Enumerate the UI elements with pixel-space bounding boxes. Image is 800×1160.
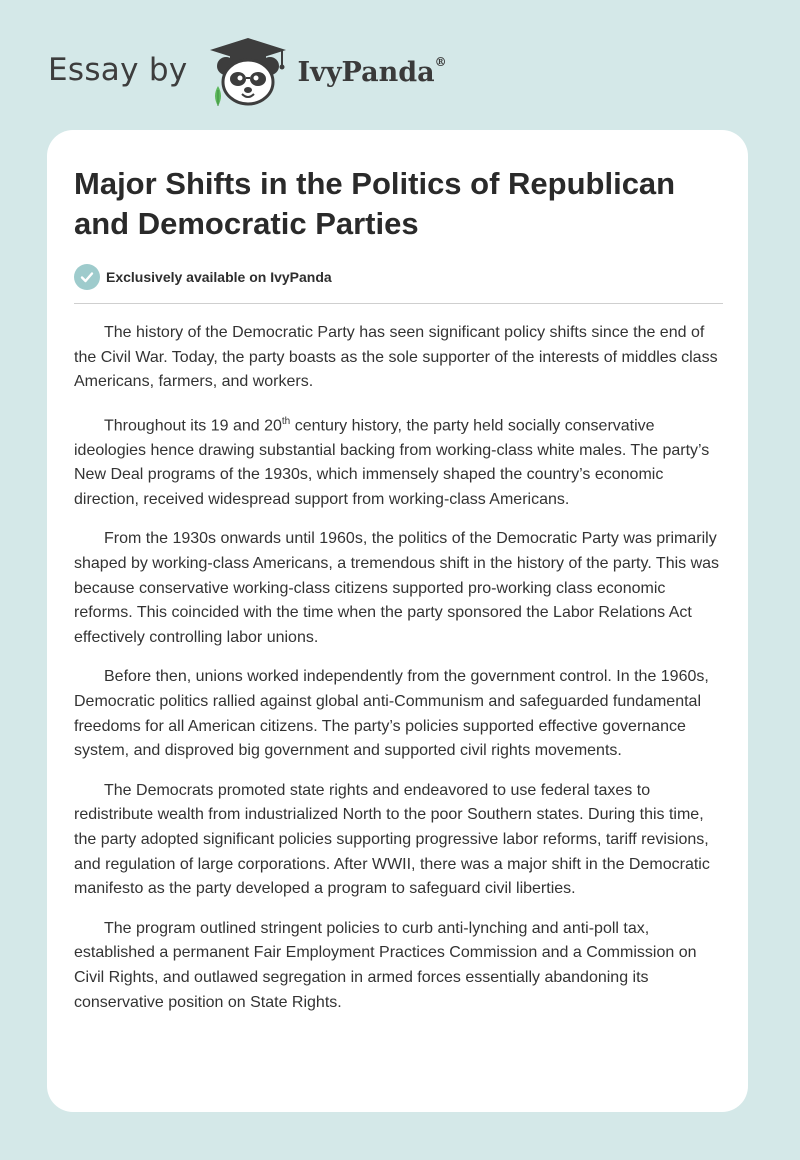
paragraph: Throughout its 19 and 20th century history, the party held socially conservative ideologies hence drawing substantial backing from working-class white males. The party’s New Deal programs of the 1930s, which immensely shaped the country’s economic direction, received widespread support from working-class Americans. [74,415,710,508]
page-title: Major Shifts in the Politics of Republican and Democratic Parties [74,166,676,241]
paragraph: The Democrats promoted state rights and endeavored to use federal taxes to redistribute wealth from industrialized North to the poor Southern states. During this time, the party adopted significant policies supporting progressive labor reforms, tariff revisions, and regulation of large corporations. After WWII, there was a major shift in the Democratic manifesto as the party developed a program to safeguard civil liberties. [74,781,710,898]
essay-body [74,321,724,1030]
exclusive-badge [74,264,332,290]
brand-name[interactable]: IvyPanda® [297,54,447,88]
panda-graduate-logo[interactable] [202,36,292,108]
paragraph: The program outlined stringent policies to curb anti-lynching and anti-poll tax, established a permanent Fair Employment Practices Commission and a Commission on Civil Rights, and outlawed segregation in armed forces essentially abandoning its conservative position on State Rights. [74,919,697,1011]
exclusive-label: Exclusively available on IvyPanda [106,269,332,285]
site-header [48,36,447,108]
divider [74,303,723,304]
essay-by-label: Essay by [48,52,188,88]
paragraph: The history of the Democratic Party has seen significant policy shifts since the end of the Civil War. Today, the party boasts as the sole supporter of the interests of middles class Americans, farmers, and workers. [74,324,718,391]
essay-card [47,130,748,1112]
paragraph: From the 1930s onwards until 1960s, the politics of the Democratic Party was primarily shaped by working-class Americans, a tremendous shift in the history of the party. This was because conservative working-class citizens supported pro-working class economic reforms. This coincided with the time when the party sponsored the Labor Relations Act effectively controlling labor unions. [74,530,720,646]
paragraph: Before then, unions worked independently from the government control. In the 1960s, Democratic politics rallied against global anti-Communism and safeguarded fundamental freedoms for all American citizens. The party’s policies supported effective governance system, and disproved big government and supported civil rights movements. [74,668,709,760]
check-circle-icon [74,264,100,290]
